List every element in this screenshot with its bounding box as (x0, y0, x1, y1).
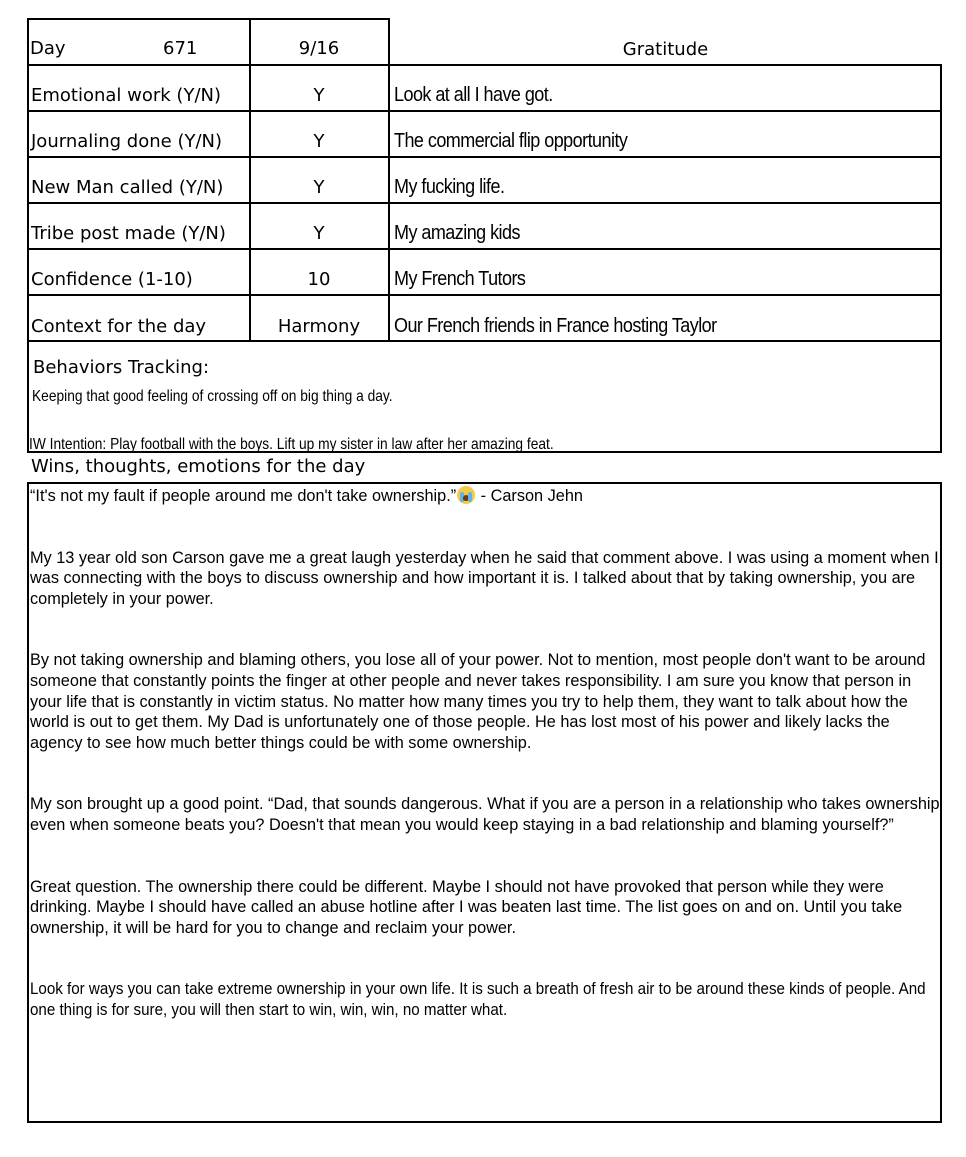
wins-quote (30, 486, 942, 507)
behaviors-section (29, 343, 941, 451)
quote-author: - Carson Jehn (476, 487, 583, 505)
row-label: Confidence (1-10) (31, 269, 193, 290)
row-label: New Man called (Y/N) (31, 177, 224, 198)
day-number: 671 (163, 38, 198, 59)
row-divider (27, 294, 942, 296)
gratitude-item[interactable]: Our French friends in France hosting Taylor (394, 315, 717, 337)
row-value[interactable]: Harmony (277, 316, 361, 337)
wins-paragraph: My 13 year old son Carson gave me a great laugh yesterday when he said that comment above. I was using a moment when I was connecting with the boys to discuss ownership and how important it is. I talked about that by taking ownership, you are completely in your power. (30, 548, 939, 608)
column-divider (388, 18, 390, 342)
row-label: Context for the day (31, 316, 207, 337)
behaviors-title: Behaviors Tracking: (33, 357, 210, 378)
wins-label: Wins, thoughts, emotions for the day (31, 456, 366, 477)
row-label: Tribe post made (Y/N) (31, 223, 226, 244)
gratitude-item[interactable]: My French Tutors (394, 268, 526, 290)
quote-text: “It's not my fault if people around me don't take ownership.” (30, 487, 457, 505)
wins-content (30, 486, 942, 1021)
row-divider (27, 110, 942, 112)
row-divider (27, 64, 942, 66)
wins-paragraph: My son brought up a good point. “Dad, that sounds dangerous. What if you are a person in a relationship who takes ownership even when someone beats you? Doesn't that mean you would keep staying in a bad relationship and blaming yourself?” (30, 795, 940, 834)
gratitude-item[interactable]: My fucking life. (394, 176, 505, 198)
wins-paragraph: Great question. The ownership there could be different. Maybe I should not have provoked that person while they were drinking. Maybe I should have called an abuse hotline after I was beaten last time. The list goes on and on. Until you take ownership, it will be hard for you to change and reclaim your power. (30, 877, 903, 937)
gratitude-item[interactable]: Look at all I have got. (394, 84, 553, 106)
row-divider (27, 340, 942, 342)
behaviors-bottom-border (27, 451, 942, 453)
table-border-top (27, 18, 389, 20)
row-label: Journaling done (Y/N) (31, 131, 223, 152)
row-value[interactable]: Y (313, 131, 325, 152)
date-value: 9/16 (298, 38, 340, 59)
gratitude-item[interactable]: My amazing kids (394, 222, 520, 244)
wins-paragraph: By not taking ownership and blaming others, you lose all of your power. Not to mention, most people don't want to be around someone that constantly points the finger at other people and never takes responsibility. I am sure you know that person in your life that is constantly in victim status. No matter how many times you try to help them, they want to talk about how the world is out to get them. My Dad is unfortunately one of those people. He has lost most of his power and likely lacks the agency to see how much better things could be with some ownership. (30, 651, 926, 752)
row-divider (27, 156, 942, 158)
gratitude-item[interactable]: The commercial flip opportunity (394, 130, 628, 152)
loudly-crying-face-icon (457, 486, 475, 504)
day-label: Day (30, 38, 66, 59)
behaviors-intention[interactable]: IW Intention: Play football with the boys. Lift up my sister in law after her amazing feat. (29, 436, 554, 451)
wins-paragraph: Look for ways you can take extreme ownership in your own life. It is such a breath of fresh air to be around these kinds of people. And one thing is for sure, you will then start to win, win, win, no matter what. (30, 980, 926, 1019)
row-value[interactable]: Y (313, 85, 325, 106)
row-divider (27, 248, 942, 250)
row-value[interactable]: Y (313, 223, 325, 244)
row-value[interactable]: 10 (307, 269, 331, 290)
row-value[interactable]: Y (313, 177, 325, 198)
behaviors-line-1[interactable]: Keeping that good feeling of crossing off on big thing a day. (32, 388, 393, 405)
row-label: Emotional work (Y/N) (31, 85, 222, 106)
gratitude-header: Gratitude (622, 39, 709, 60)
row-divider (27, 202, 942, 204)
